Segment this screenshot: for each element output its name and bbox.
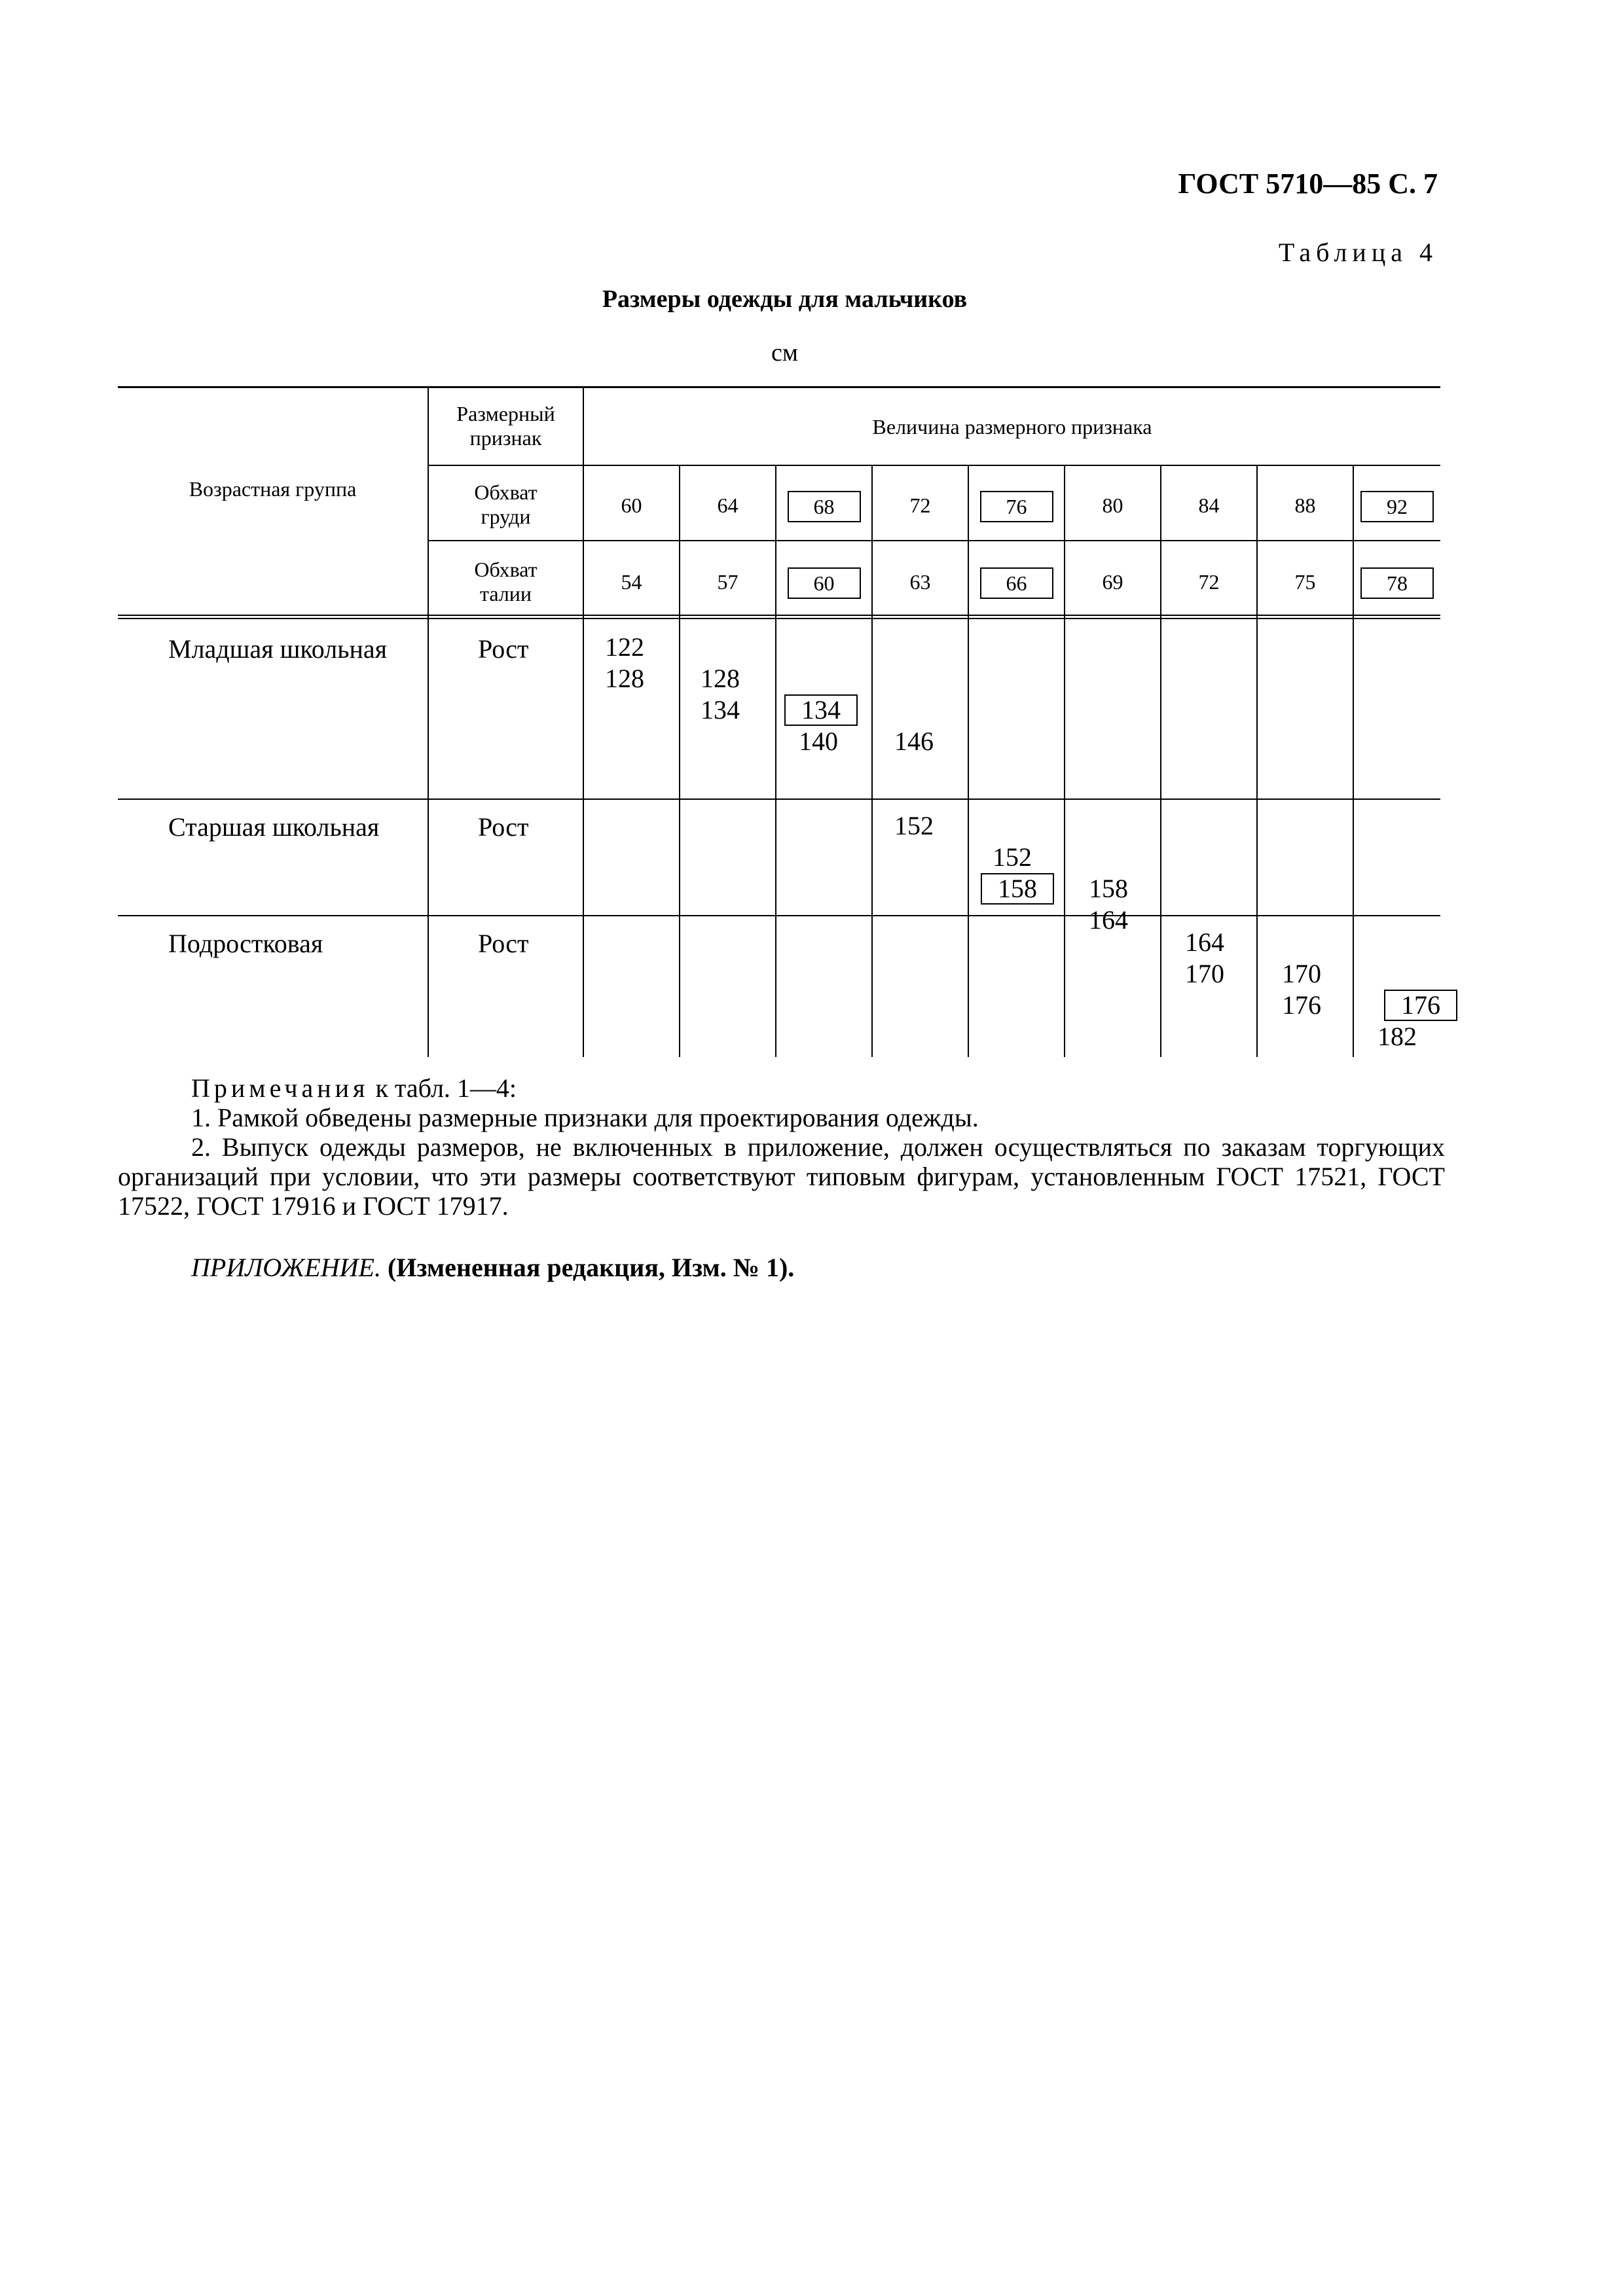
header-rule-2 (429, 540, 1440, 541)
row-feature-teen: Рост (478, 929, 529, 958)
notes-block (118, 1073, 1445, 1221)
row-group-senior: Старшая школьная (168, 812, 380, 842)
appendix-note: ПРИЛОЖЕНИЕ. (Измененная редакция, Изм. № 1). (191, 1253, 795, 1282)
size-table (118, 386, 1440, 1057)
height-value: 152 (894, 811, 934, 840)
chest-label: Обхват груди (474, 480, 538, 529)
col-rule-6 (968, 465, 969, 1057)
height-value-boxed: 176 (1384, 990, 1457, 1021)
height-value: 122 (605, 632, 644, 662)
table-unit: см (771, 339, 798, 367)
row-group-junior: Младшая школьная (168, 634, 388, 664)
chest-value: 64 (717, 493, 739, 517)
height-value: 182 (1377, 1022, 1417, 1051)
page-header: ГОСТ 5710—85 С. 7 (1178, 168, 1438, 200)
waist-label: Обхват талии (474, 558, 538, 606)
chest-value-boxed: 76 (980, 491, 1053, 522)
size-feature-header: Размерный признак (456, 402, 555, 450)
waist-value: 72 (1198, 570, 1220, 594)
col-rule-9 (1256, 465, 1258, 1057)
row-rule-2 (118, 915, 1440, 916)
table-top-rule (118, 386, 1440, 388)
waist-value-boxed: 78 (1360, 567, 1434, 599)
height-value: 152 (993, 842, 1032, 872)
chest-value-boxed: 92 (1360, 491, 1434, 522)
height-value: 176 (1282, 990, 1321, 1020)
waist-value: 63 (909, 570, 931, 594)
waist-value: 57 (717, 570, 739, 594)
age-group-header: Возрастная группа (189, 477, 357, 501)
waist-value: 75 (1294, 570, 1316, 594)
waist-value: 54 (621, 570, 642, 594)
waist-value-boxed: 60 (788, 567, 861, 599)
row-feature-junior: Рост (478, 634, 529, 664)
height-value: 134 (701, 695, 740, 725)
height-value: 128 (701, 664, 740, 693)
row-group-teen: Подростковая (168, 929, 323, 958)
chest-value: 88 (1294, 493, 1316, 517)
height-value: 128 (605, 664, 644, 693)
header-rule-double (118, 618, 1440, 619)
waist-value: 69 (1102, 570, 1123, 594)
chest-value: 72 (909, 493, 931, 517)
note-item-2: 2. Выпуск одежды размеров, не включенных в приложение, должен осуществляться по заказам торгующих организаций при условии, что эти размеры соответствуют типовым фигурам, установленным ГОСТ 17521, ГОСТ 17522, ГОСТ 17916 и ГОСТ 17917. (118, 1132, 1445, 1221)
header-rule-3 (118, 615, 1440, 616)
header-rule-1 (429, 465, 1440, 466)
col-rule-5 (871, 465, 873, 1057)
row-feature-senior: Рост (478, 812, 529, 842)
height-value: 146 (894, 726, 934, 756)
table-number: Таблица 4 (1278, 238, 1438, 267)
height-value: 158 (1089, 874, 1128, 903)
chest-value: 84 (1198, 493, 1220, 517)
height-value: 164 (1089, 905, 1128, 935)
height-value-boxed: 134 (784, 694, 858, 726)
chest-value: 80 (1102, 493, 1123, 517)
table-title: Размеры одежды для мальчиков (602, 285, 968, 313)
notes-heading: Примечания к табл. 1—4: (191, 1073, 517, 1103)
chest-value-boxed: 68 (788, 491, 861, 522)
waist-value-boxed: 66 (980, 567, 1053, 599)
col-rule-3 (679, 465, 680, 1057)
height-value: 170 (1282, 959, 1321, 988)
value-header: Величина размерного признака (872, 415, 1152, 439)
col-rule-10 (1353, 465, 1354, 1057)
col-rule-7 (1064, 465, 1065, 1057)
col-rule-2 (583, 386, 584, 1057)
note-item-1: 1. Рамкой обведены размерные признаки для проектирования одежды. (191, 1103, 979, 1132)
col-rule-8 (1160, 465, 1161, 1057)
row-rule-1 (118, 798, 1440, 800)
col-rule-4 (775, 465, 776, 1057)
height-value: 164 (1185, 927, 1224, 957)
height-value: 140 (799, 726, 838, 756)
height-value: 170 (1185, 959, 1224, 988)
chest-value: 60 (621, 493, 642, 517)
height-value-boxed: 158 (981, 873, 1054, 905)
